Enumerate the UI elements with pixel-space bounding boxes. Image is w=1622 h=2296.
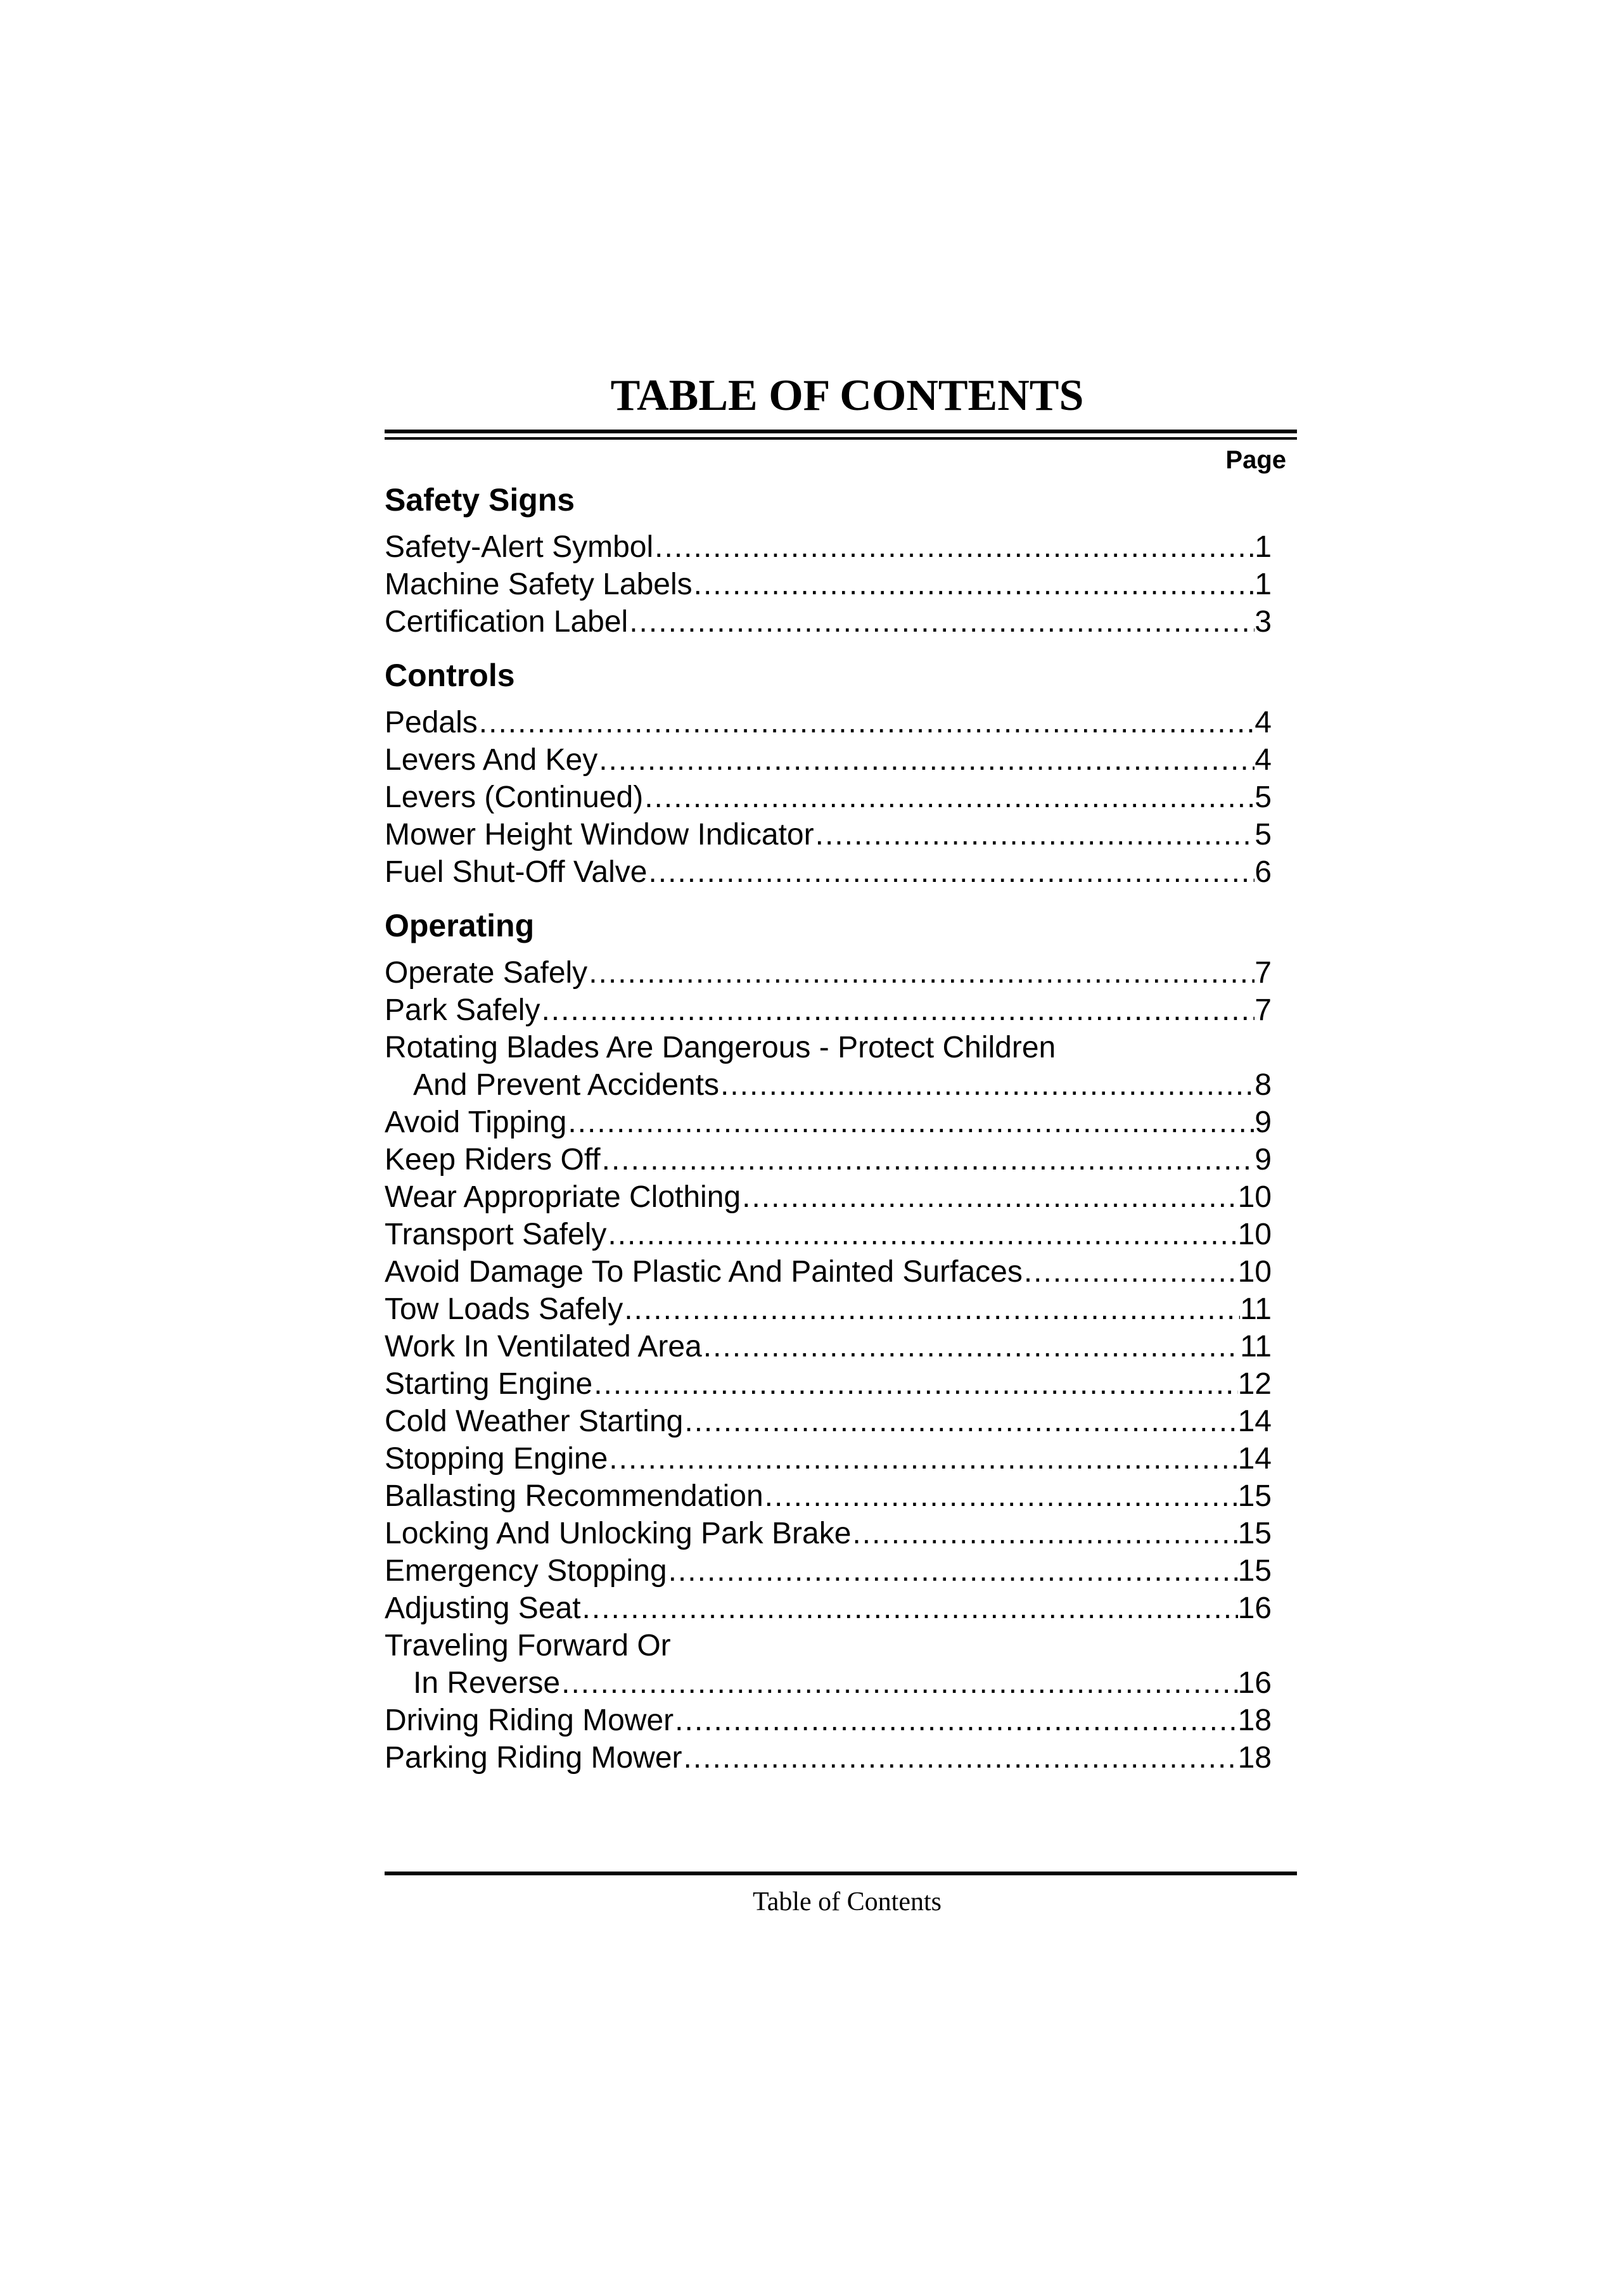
toc-entry-page-number: 16: [1237, 1666, 1272, 1700]
toc-entry-page-number: 14: [1237, 1442, 1272, 1476]
toc-entry-title: Levers (Continued): [385, 781, 644, 814]
toc-entry-page-number: 14: [1237, 1405, 1272, 1438]
toc-entry-page-number: 10: [1237, 1218, 1272, 1251]
toc-sections: [385, 478, 1297, 1776]
toc-entry-title: Mower Height Window Indicator: [385, 818, 814, 851]
dot-leader: [763, 1477, 1238, 1515]
toc-entry-page-number: 15: [1237, 1517, 1272, 1550]
dot-leader: [601, 1141, 1255, 1178]
toc-entry[interactable]: [385, 1590, 1272, 1627]
toc-entry[interactable]: [385, 704, 1272, 741]
dot-leader: [1023, 1253, 1238, 1291]
toc-entry-page-number: 4: [1255, 706, 1272, 739]
toc-entry[interactable]: [385, 1141, 1272, 1178]
dot-leader: [647, 853, 1255, 891]
toc-entry-title: Wear Appropriate Clothing: [385, 1180, 741, 1214]
toc-entry-title: Starting Engine: [385, 1367, 593, 1401]
dot-leader: [606, 1216, 1237, 1253]
toc-entry-page-number: 1: [1255, 530, 1272, 564]
toc-entry-title: Ballasting Recommendation: [385, 1479, 763, 1513]
dot-leader: [814, 816, 1255, 853]
dot-leader: [643, 779, 1255, 816]
toc-entry-title: Levers And Key: [385, 743, 598, 777]
toc-entry-page-number: 15: [1237, 1479, 1272, 1513]
toc-entry-title: Avoid Damage To Plastic And Painted Surfaces: [385, 1255, 1023, 1289]
toc-entry-page-number: 11: [1240, 1330, 1272, 1363]
dot-leader: [653, 528, 1255, 566]
toc-entry[interactable]: [385, 1178, 1272, 1216]
dot-leader: [581, 1590, 1238, 1627]
toc-entry-title: Emergency Stopping: [385, 1554, 667, 1588]
toc-entry[interactable]: [385, 528, 1272, 566]
toc-entry-page-number: 18: [1237, 1741, 1272, 1775]
toc-entry-page-number: 5: [1255, 818, 1272, 851]
toc-entry[interactable]: [385, 1216, 1272, 1253]
dot-leader: [683, 1403, 1237, 1440]
toc-entry-page-number: 7: [1255, 993, 1272, 1027]
dot-leader: [566, 1104, 1255, 1141]
toc-entry-page-number: 16: [1237, 1591, 1272, 1625]
dot-leader: [719, 1066, 1255, 1104]
toc-entry-title: Pedals: [385, 706, 478, 739]
dot-leader: [851, 1515, 1237, 1552]
section-heading: Operating: [385, 908, 535, 943]
dot-leader: [741, 1178, 1238, 1216]
dot-leader: [478, 704, 1255, 741]
toc-entry-page-number: 10: [1237, 1180, 1272, 1214]
toc-entry-title: Locking And Unlocking Park Brake: [385, 1517, 852, 1550]
toc-entry[interactable]: [385, 566, 1272, 603]
toc-entry-title: Work In Ventilated Area: [385, 1330, 702, 1363]
toc-entry-page-number: 15: [1237, 1554, 1272, 1588]
toc-entry-title: Machine Safety Labels: [385, 568, 693, 601]
toc-entry[interactable]: [385, 1627, 1297, 1664]
toc-entry[interactable]: [385, 1291, 1272, 1328]
toc-entry[interactable]: [385, 1066, 1272, 1104]
toc-entry-title: Adjusting Seat: [385, 1591, 581, 1625]
toc-entry-page-number: 6: [1255, 855, 1272, 889]
dot-leader: [540, 992, 1255, 1029]
toc-entry[interactable]: [385, 603, 1272, 641]
toc-entry-title: Avoid Tipping: [385, 1106, 567, 1139]
toc-entry-page-number: 3: [1255, 605, 1272, 639]
page-footer: Table of Contents: [753, 1887, 942, 1917]
toc-entry[interactable]: [385, 1552, 1272, 1590]
dot-leader: [628, 603, 1255, 641]
toc-entry-title: Parking Riding Mower: [385, 1741, 682, 1775]
footer-rule: [385, 1872, 1297, 1875]
toc-entry-page-number: 12: [1237, 1367, 1272, 1401]
header-double-rule: [385, 430, 1297, 440]
toc-entry-page-number: 11: [1240, 1292, 1272, 1326]
page-column-label: Page: [1225, 446, 1286, 474]
toc-entry-page-number: 9: [1255, 1106, 1272, 1139]
toc-entry[interactable]: [385, 954, 1272, 992]
toc-entry-page-number: 9: [1255, 1143, 1272, 1177]
toc-entry[interactable]: [385, 1515, 1272, 1552]
toc-entry-title: And Prevent Accidents: [413, 1068, 719, 1102]
toc-entry[interactable]: [385, 1440, 1272, 1477]
toc-entry-page-number: 1: [1255, 568, 1272, 601]
toc-entry[interactable]: [385, 1702, 1272, 1739]
dot-leader: [682, 1739, 1238, 1776]
section-heading: Safety Signs: [385, 482, 575, 518]
toc-entry[interactable]: [385, 1403, 1272, 1440]
toc-entry-title: Fuel Shut-Off Valve: [385, 855, 648, 889]
dot-leader: [667, 1552, 1238, 1590]
toc-entry[interactable]: [385, 779, 1272, 816]
dot-leader: [702, 1328, 1240, 1365]
toc-entry[interactable]: [385, 741, 1272, 779]
dot-leader: [587, 954, 1255, 992]
dot-leader: [693, 566, 1255, 603]
toc-entry-title: Park Safely: [385, 993, 540, 1027]
toc-entry[interactable]: [385, 816, 1272, 853]
page-title: TABLE OF CONTENTS: [610, 371, 1084, 420]
toc-entry[interactable]: [385, 1029, 1297, 1066]
toc-entry-title: Operate Safely: [385, 956, 588, 990]
toc-entry-title: Cold Weather Starting: [385, 1405, 684, 1438]
toc-entry[interactable]: [385, 853, 1272, 891]
section-heading: Controls: [385, 658, 515, 693]
dot-leader: [674, 1702, 1237, 1739]
dot-leader: [623, 1291, 1240, 1328]
toc-entry-title: Stopping Engine: [385, 1442, 608, 1476]
toc-entry[interactable]: [385, 1664, 1272, 1702]
dot-leader: [597, 741, 1255, 779]
toc-entry-title: Keep Riders Off: [385, 1143, 601, 1177]
toc-entry[interactable]: [385, 1328, 1272, 1365]
toc-page: [385, 367, 1297, 1920]
toc-entry-page-number: 8: [1255, 1068, 1272, 1102]
toc-entry-title: In Reverse: [413, 1666, 561, 1700]
toc-entry[interactable]: [385, 992, 1272, 1029]
toc-entry-page-number: 5: [1255, 781, 1272, 814]
dot-leader: [608, 1440, 1237, 1477]
toc-entry-title: Certification Label: [385, 605, 629, 639]
toc-entry-title: Traveling Forward Or: [385, 1629, 671, 1662]
toc-entry-title: Safety-Alert Symbol: [385, 530, 654, 564]
toc-entry[interactable]: [385, 1739, 1272, 1776]
toc-entry-title: Rotating Blades Are Dangerous - Protect Children: [385, 1031, 1056, 1064]
dot-leader: [560, 1664, 1238, 1702]
toc-entry-page-number: 7: [1255, 956, 1272, 990]
toc-entry[interactable]: [385, 1253, 1272, 1291]
toc-entry-page-number: 18: [1237, 1704, 1272, 1737]
toc-entry-page-number: 10: [1237, 1255, 1272, 1289]
toc-entry-page-number: 4: [1255, 743, 1272, 777]
toc-entry-title: Transport Safely: [385, 1218, 607, 1251]
toc-entry[interactable]: [385, 1477, 1272, 1515]
dot-leader: [592, 1365, 1237, 1403]
toc-entry-title: Tow Loads Safely: [385, 1292, 623, 1326]
toc-entry-title: Driving Riding Mower: [385, 1704, 674, 1737]
toc-entry[interactable]: [385, 1365, 1272, 1403]
toc-entry[interactable]: [385, 1104, 1272, 1141]
